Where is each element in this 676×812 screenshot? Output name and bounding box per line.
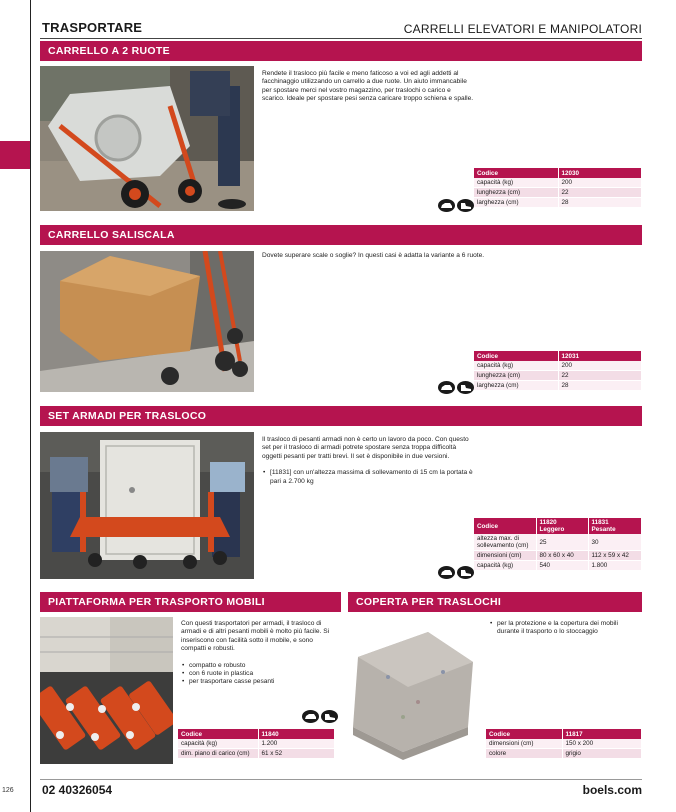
shoe-icon bbox=[457, 199, 474, 212]
product-description: Rendete il trasloco più facile e meno faticoso a voi ed agli addetti al facchinaggio utilizzando un carrello a due ruote. Un aiuto immancabile per spostare merci nel vostro magazzino, per traslochi o carico e scarico. Ideale per spostare pesi senza caricare troppo schiena e spalle. bbox=[262, 70, 474, 103]
spec-header-variant: 11820 Leggero bbox=[536, 518, 588, 534]
product-description bbox=[489, 620, 639, 637]
spec-table bbox=[486, 729, 642, 759]
transport-car-icon bbox=[438, 199, 455, 212]
spec-header-code: Codice bbox=[474, 351, 558, 361]
transport-icons bbox=[302, 710, 338, 723]
margin-line bbox=[30, 0, 31, 812]
table-row: capacità (kg) 1.200 bbox=[178, 739, 335, 749]
product-description bbox=[181, 620, 337, 687]
footer-website[interactable]: boels.com bbox=[582, 783, 642, 797]
product-photo-moving-blanket bbox=[348, 617, 481, 764]
spec-header-code: Codice bbox=[178, 729, 258, 739]
table-row: lunghezza (cm) 22 bbox=[474, 371, 642, 381]
bullet-item: • per la protezione e la copertura dei mobili durante il trasporto o lo stoccaggio bbox=[489, 620, 639, 637]
product-title-bar: PIATTAFORMA PER TRASPORTO MOBILI bbox=[40, 592, 341, 612]
page-number: 126 bbox=[2, 787, 14, 794]
shoe-icon bbox=[457, 566, 474, 579]
table-row: dimensioni (cm) 80 x 60 x 40 112 x 59 x 42 bbox=[474, 551, 642, 561]
transport-icons bbox=[438, 381, 474, 394]
table-row: capacità (kg) 540 1.800 bbox=[474, 561, 642, 571]
header-rule bbox=[40, 38, 642, 39]
spec-header-value: 12031 bbox=[558, 351, 642, 361]
table-row: larghezza (cm) 28 bbox=[474, 381, 642, 391]
table-row: dim. piano di carico (cm) 61 x 52 bbox=[178, 749, 335, 759]
footer-phone: 02 40326054 bbox=[42, 783, 113, 797]
product-description: Dovete superare scale o soglie? In questi casi è adatta la variante a 6 ruote. bbox=[262, 252, 485, 259]
spec-table bbox=[178, 729, 335, 759]
bullet-item: • [11831] con un'altezza massima di sollevamento di 15 cm la portata è pari a 2.700 kg bbox=[262, 469, 474, 486]
spec-table bbox=[474, 168, 642, 208]
product-title-bar: SET ARMADI PER TRASLOCO bbox=[40, 406, 642, 426]
product-description bbox=[262, 436, 474, 486]
table-row: capacità (kg) 200 bbox=[474, 361, 642, 371]
category-title: CARRELLI ELEVATORI E MANIPOLATORI bbox=[403, 22, 642, 36]
spec-header-value: 12030 bbox=[558, 168, 642, 178]
transport-car-icon bbox=[438, 566, 455, 579]
spec-header-variant: 11831 Pesante bbox=[588, 518, 642, 534]
table-row: altezza max. di sollevamento (cm) 25 30 bbox=[474, 534, 642, 551]
bullet-item: • per trasportare casse pesanti bbox=[181, 678, 337, 686]
spec-header-value: 11840 bbox=[258, 729, 335, 739]
spec-header-code: Codice bbox=[486, 729, 562, 739]
product-title-bar: CARRELLO A 2 RUOTE bbox=[40, 41, 642, 61]
product-description-text: Con questi trasportatori per armadi, il trasloco di armadi e di altri pesanti mobili è molto più facile. Si inseriscono con facilità sotto il mobile, e sono compatti e robusti. bbox=[181, 620, 330, 653]
product-description-text: Il trasloco di pesanti armadi non è certo un lavoro da poco. Con questo set per il trasloco di armadi potrete spostare senza troppa difficoltà oggetti pesanti per tratti brevi. Il set è disponibile in due versioni. bbox=[262, 436, 469, 460]
spec-header-value: 11817 bbox=[562, 729, 642, 739]
transport-icons bbox=[438, 566, 474, 579]
section-tab bbox=[0, 141, 30, 169]
spec-table bbox=[474, 351, 642, 391]
table-row: capacità (kg) 200 bbox=[474, 178, 642, 188]
bullet-item: • con 6 ruote in plastica bbox=[181, 670, 337, 678]
product-photo-hand-truck bbox=[40, 66, 254, 211]
spec-table bbox=[474, 518, 642, 571]
table-row: larghezza (cm) 28 bbox=[474, 198, 642, 208]
spec-header-code: Codice bbox=[474, 168, 558, 178]
shoe-icon bbox=[457, 381, 474, 394]
spec-header-code: Codice bbox=[474, 518, 536, 534]
table-row: lunghezza (cm) 22 bbox=[474, 188, 642, 198]
transport-car-icon bbox=[438, 381, 455, 394]
section-title: TRASPORTARE bbox=[42, 20, 143, 35]
product-title-bar: CARRELLO SALISCALA bbox=[40, 225, 642, 245]
bullet-item: • compatto e robusto bbox=[181, 662, 337, 670]
transport-car-icon bbox=[302, 710, 319, 723]
transport-icons bbox=[438, 199, 474, 212]
product-photo-stair-truck bbox=[40, 251, 254, 392]
table-row: dimensioni (cm) 150 x 200 bbox=[486, 739, 642, 749]
product-photo-furniture-dolly bbox=[40, 617, 173, 764]
product-title-bar: COPERTA PER TRASLOCHI bbox=[348, 592, 642, 612]
table-row: colore grigio bbox=[486, 749, 642, 759]
shoe-icon bbox=[321, 710, 338, 723]
footer-rule bbox=[40, 779, 642, 780]
product-photo-cabinet-movers bbox=[40, 432, 254, 579]
